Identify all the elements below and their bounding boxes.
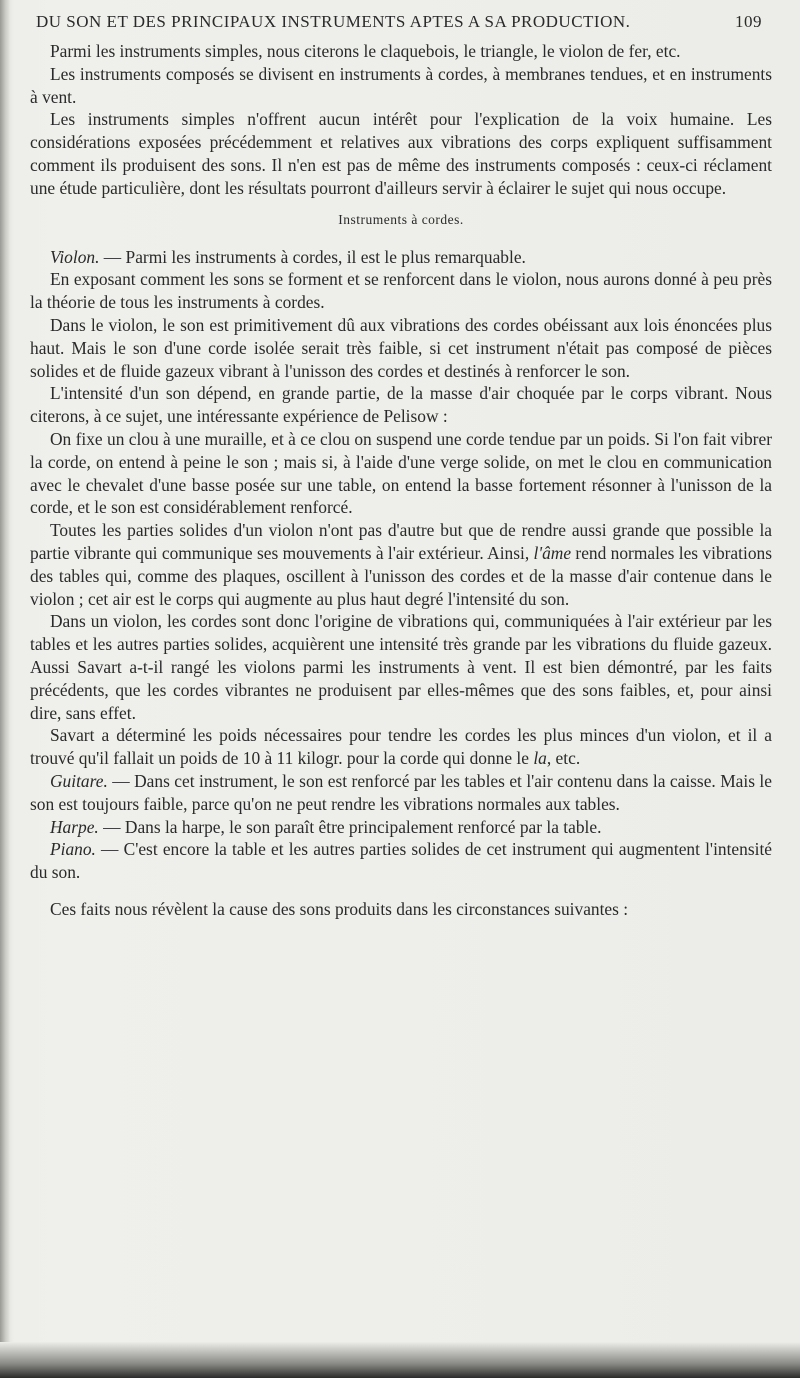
paragraph-violon bbox=[30, 246, 772, 269]
term-ame: l'âme bbox=[533, 542, 572, 563]
ame-after: rend normales les vibrations des tables qui, comme des plaques, oscillent à l'unisson des cordes et de la masse d'air contenue dans le violon ; cet air est le corps qui augmente au plus haut degré l'intensité du son. bbox=[30, 542, 772, 609]
paragraph: Dans le violon, le son est primitivement dû aux vibrations des cordes obéissant aux lois énoncées plus haut. Mais le son d'une corde isolée serait très faible, si cet instrument n'était pas composé de pièces solides et de fluide gazeux vibrant à l'unisson des cordes et destinés à renforcer le son. bbox=[30, 314, 772, 381]
paragraph-piano bbox=[30, 838, 772, 884]
paragraph-ame bbox=[30, 519, 772, 610]
running-title: DU SON ET DES PRINCIPAUX INSTRUMENTS APTES A SA PRODUCTION. bbox=[36, 12, 631, 31]
paragraph: En exposant comment les sons se forment et se renforcent dans le violon, nous aurons donné à peu près la théorie de tous les instruments à cordes. bbox=[30, 269, 772, 313]
paragraph: Les instruments composés se divisent en instruments à cordes, à membranes tendues, et en instruments à vent. bbox=[30, 63, 772, 107]
paragraph: L'intensité d'un son dépend, en grande partie, de la masse d'air choquée par le corps vibrant. Nous citerons, à ce sujet, une intéressante expérience de Pelisow : bbox=[30, 383, 772, 427]
guitare-text: — Dans cet instrument, le son est renforcé par les tables et l'air contenu dans la caisse. Mais le son est toujours faible, parce qu'on ne peut rendre les vibrations normales aux tables. bbox=[30, 770, 772, 814]
paragraph-closing: Ces faits nous révèlent la cause des sons produits dans les circonstances suivantes : bbox=[50, 898, 629, 919]
savart-after: , etc. bbox=[546, 748, 581, 769]
term-piano: Piano. bbox=[50, 839, 96, 860]
term-guitare: Guitare. bbox=[50, 770, 108, 791]
paragraph-savart bbox=[30, 724, 772, 770]
harpe-text: — Dans la harpe, le son paraît être principalement renforcé par la table. bbox=[98, 816, 602, 837]
binding-shadow bbox=[0, 0, 10, 1378]
paragraph: On fixe un clou à une muraille, et à ce clou on suspend une corde tendue par un poids. Si l'on fait vibrer la corde, on entend à peine le son ; mais si, à l'aide d'une verge solide, on met le clou en communication avec le chevalet d'une basse posée sur une table, on entend la basse fortement résonner à l'unisson de la corde, et le son est considérablement renforcé. bbox=[30, 428, 772, 518]
term-violon: Violon. bbox=[50, 246, 100, 267]
term-la: la bbox=[533, 748, 547, 769]
paragraph-guitare bbox=[30, 770, 772, 816]
page-number: 109 bbox=[735, 12, 762, 31]
paragraph-harpe bbox=[30, 816, 772, 839]
paragraph: Les instruments simples n'offrent aucun intérêt pour l'explication de la voix humaine. Les considérations exposées précédemment et relatives aux vibrations des corps expliquent suffisamment comment ils produisent des sons. Il n'en est pas de même des instruments composés : ceux-ci réclament une étude particulière, dont les résultats pourront d'ailleurs servir à éclairer le sujet qui nous occupe. bbox=[30, 109, 772, 198]
page-header bbox=[30, 12, 770, 38]
page-body bbox=[30, 40, 772, 921]
savart-before: Savart a déterminé les poids nécessaires pour tendre les cordes les plus minces d'un violon, et il a trouvé qu'il fallait un poids de 10 à 11 kilogr. pour la corde qui donne le bbox=[30, 725, 772, 769]
term-harpe: Harpe. bbox=[50, 816, 99, 837]
paragraph: Parmi les instruments simples, nous citerons le claquebois, le triangle, le violon de fer, etc. bbox=[50, 41, 681, 61]
ame-before: Toutes les parties solides d'un violon n'ont pas d'autre but que de rendre aussi grande que possible la partie vibrante qui communique ses mouvements à l'air extérieur. Ainsi, bbox=[30, 520, 772, 563]
section-heading: Instruments à cordes. bbox=[338, 211, 464, 227]
paragraph: Dans un violon, les cordes sont donc l'origine de vibrations qui, communiquées à l'air extérieur par les tables et les autres parties solides, acquièrent une intensité très grande par les vibrations du fluide gazeux. Aussi Savart a-t-il rangé les violons parmi les instruments à vent. Il est bien démontré, par les faits précédents, que les cordes vibrantes ne produisent par elles-mêmes que des sons faibles, et, pour ainsi dire, sans effet. bbox=[30, 611, 772, 723]
violon-text: — Parmi les instruments à cordes, il est le plus remarquable. bbox=[99, 246, 526, 267]
piano-text: — C'est encore la table et les autres parties solides de cet instrument qui augmentent l'intensité du son. bbox=[30, 839, 772, 883]
scan-bottom-edge bbox=[0, 1342, 800, 1378]
